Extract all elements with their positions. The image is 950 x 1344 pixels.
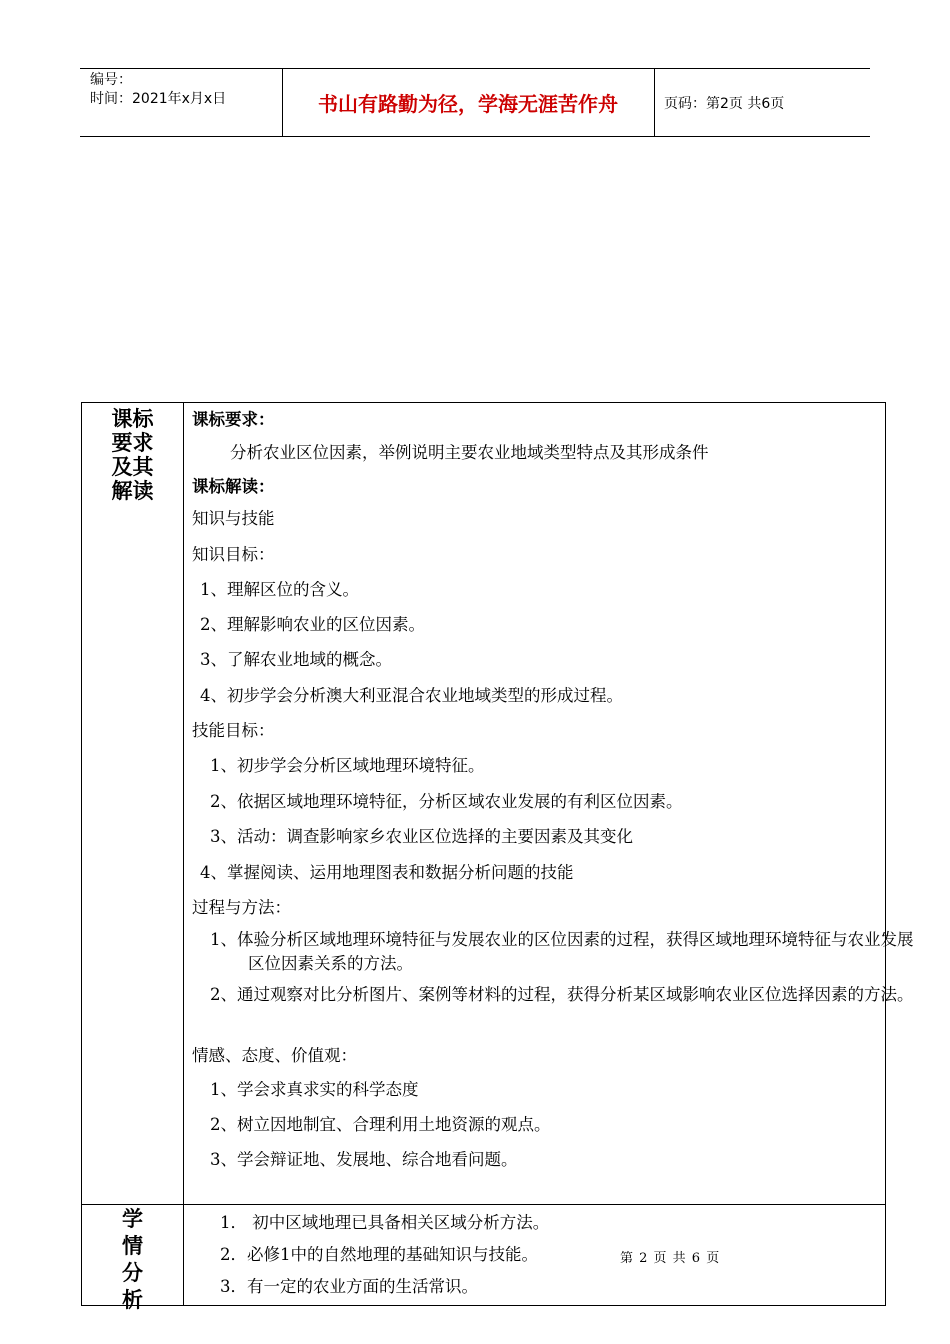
process-heading: 过程与方法： xyxy=(192,898,291,917)
list-item: 2、依据区域地理环境特征，分析区域农业发展的有利区位因素。 xyxy=(210,792,683,811)
date-label: 时间：2021年x月x日 xyxy=(90,91,227,107)
list-item: 2、通过观察对比分析图片、案例等材料的过程，获得分析某区域影响农业区位选择因素的方法。 xyxy=(210,985,914,1004)
emotion-heading: 情感、态度、价值观： xyxy=(192,1046,357,1065)
row-divider xyxy=(82,1204,885,1205)
interp-heading: 课标解读： xyxy=(192,477,275,496)
list-item: 2、理解影响农业的区位因素。 xyxy=(200,615,425,634)
list-item: 2、树立因地制宜、合理利用土地资源的观点。 xyxy=(210,1115,551,1134)
number-label: 编号： xyxy=(90,72,132,88)
list-item: 1、初步学会分析区域地理环境特征。 xyxy=(210,756,485,775)
knowledge-goal-heading: 知识目标： xyxy=(192,545,275,564)
section-title-student-analysis: 学 情 分 析 xyxy=(122,1207,143,1312)
list-item: 1． 初中区域地理已具备相关区域分析方法。 xyxy=(220,1213,550,1232)
list-item: 3．有一定的农业方面的生活常识。 xyxy=(220,1277,478,1296)
list-item: 3、了解农业地域的概念。 xyxy=(200,650,392,669)
req-text: 分析农业区位因素，举例说明主要农业地域类型特点及其形成条件 xyxy=(230,443,709,462)
list-item: 1、学会求真求实的科学态度 xyxy=(210,1080,419,1099)
column-divider xyxy=(183,403,184,1305)
list-item: 2．必修1中的自然地理的基础知识与技能。 xyxy=(220,1245,538,1264)
header-meta xyxy=(90,71,226,109)
list-item: 1、体验分析区域地理环境特征与发展农业的区位因素的过程，获得区域地理环境特征与农业发展区位因素关系的方法。 xyxy=(210,930,914,973)
header-divider xyxy=(654,69,655,136)
section-title-curriculum: 课标 要求 及其 解读 xyxy=(111,407,154,503)
document-header xyxy=(80,68,870,137)
page-footer-note: 第 2 页 共 6 页 xyxy=(620,1251,721,1266)
list-item: 3、学会辩证地、发展地、综合地看问题。 xyxy=(210,1150,518,1169)
list-item: 4、掌握阅读、运用地理图表和数据分析问题的技能 xyxy=(200,863,574,882)
list-item: 4、初步学会分析澳大利亚混合农业地域类型的形成过程。 xyxy=(200,686,623,705)
motto: 书山有路勤为径，学海无涯苦作舟 xyxy=(318,92,618,116)
lesson-table xyxy=(81,402,914,1312)
knowledge-skill-heading: 知识与技能 xyxy=(192,509,275,528)
list-item: 3、活动：调查影响家乡农业区位选择的主要因素及其变化 xyxy=(210,827,633,846)
list-item: 1、理解区位的含义。 xyxy=(200,580,359,599)
skill-goal-heading: 技能目标： xyxy=(192,721,275,740)
req-heading: 课标要求： xyxy=(192,410,275,429)
page-label: 页码：第2页 共6页 xyxy=(664,95,785,112)
